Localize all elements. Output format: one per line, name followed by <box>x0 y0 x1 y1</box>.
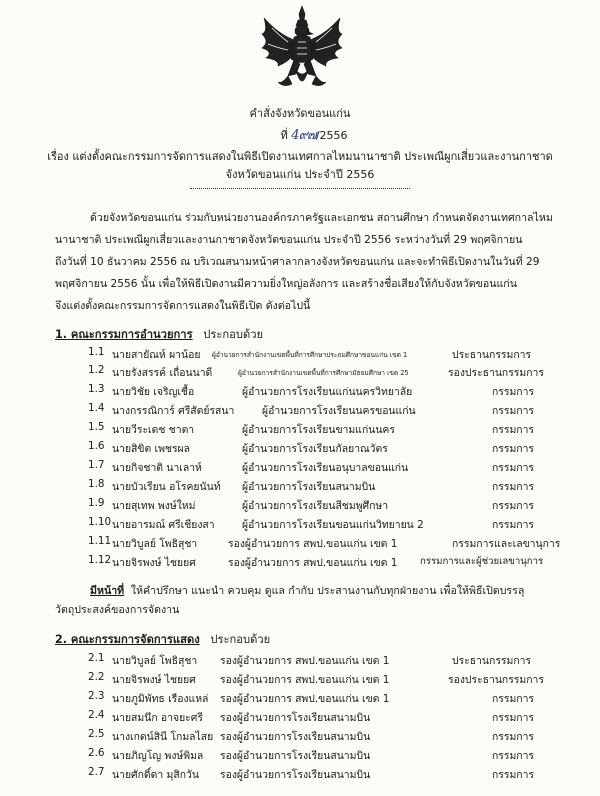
member-num: 2.4 <box>88 709 105 721</box>
member-name: นายสุเทพ พงษ์ใหม่ <box>112 500 196 512</box>
member-position: รองผู้อำนวยการ สพป.ขอนแก่น เขต 1 <box>220 693 390 705</box>
table-row <box>0 671 600 688</box>
member-name: นายภิญโญ พงษ์พิมล <box>112 750 204 762</box>
member-position: รองผู้อำนวยการ สพป.ขอนแก่น เขต 1 <box>220 655 390 667</box>
member-name: นายสิขิต เพชรผล <box>112 443 191 455</box>
order-title: คำสั่งจังหวัดขอนแก่น <box>249 107 351 120</box>
subject-line-2: จังหวัดขอนแก่น ประจำปี 2556 <box>225 168 375 181</box>
member-role: กรรมการ <box>492 405 535 417</box>
member-position: ผู้อำนวยการโรงเรียนนครขอนแก่น <box>262 405 416 417</box>
table-row <box>0 709 600 726</box>
member-name: นายศักดิ์ดา มุสิกวัน <box>112 769 199 781</box>
garuda-emblem-icon <box>258 4 346 98</box>
member-name: นายสมนึก อาจยะศรี <box>112 712 203 724</box>
section2-heading <box>55 630 270 648</box>
member-num: 2.5 <box>88 728 105 740</box>
member-num: 1.11 <box>88 535 112 547</box>
member-num: 2.2 <box>88 671 105 683</box>
intro-line-1: ด้วยจังหวัดขอนแก่น ร่วมกับหน่วยงานองค์กรภาครัฐและเอกชน สถานศึกษา กำหนดจัดงานเทศกาลไหม <box>90 212 553 224</box>
member-role: กรรมการ <box>492 462 535 474</box>
section2-title: 2. คณะกรรมการจัดการแสดง <box>55 633 200 646</box>
member-num: 1.12 <box>88 554 112 566</box>
member-position: ผู้อำนวยการโรงเรียนสีชมพูศึกษา <box>242 500 389 512</box>
member-num: 1.9 <box>88 497 105 509</box>
table-row <box>0 497 600 514</box>
table-row <box>0 364 600 381</box>
member-position: รองผู้อำนวยการ สพป.ขอนแก่น เขต 1 <box>228 557 398 569</box>
member-position: ผู้อำนวยการโรงเรียนสนามบิน <box>242 481 376 493</box>
member-num: 1.2 <box>88 364 105 376</box>
member-num: 1.7 <box>88 459 105 471</box>
table-row <box>0 402 600 419</box>
member-role: กรรมการ <box>492 443 535 455</box>
order-number-prefix: ที่ <box>280 129 288 142</box>
member-name: นายรังสรรค์ เถื่อนนาดี <box>112 367 213 379</box>
table-row <box>0 421 600 438</box>
member-name: นางเกดน์สินี โกมลไสย <box>112 731 214 743</box>
member-role: ประธานกรรมการ <box>452 349 532 361</box>
member-name: นายจิรพงษ์ ไชยยศ <box>112 557 196 569</box>
intro-line-2: นานาชาติ ประเพณีผูกเสี่ยวและงานกาชาดจังหวัดขอนแก่น ประจำปี 2556 ระหว่างวันที่ 29 พฤศจิกายน <box>55 234 523 246</box>
member-position: รองผู้อำนวยการโรงเรียนสนามบิน <box>220 712 371 724</box>
member-num: 1.1 <box>88 346 105 358</box>
order-number-handwritten: 4๙๗ <box>291 128 316 143</box>
section2-suffix: ประกอบด้วย <box>210 633 271 646</box>
order-number-year: /2556 <box>315 129 348 142</box>
table-row <box>0 440 600 457</box>
member-num: 1.4 <box>88 402 105 414</box>
member-position: รองผู้อำนวยการโรงเรียนสนามบิน <box>220 750 371 762</box>
table-row <box>0 516 600 533</box>
member-name: นายจิรพงษ์ ไชยยศ <box>112 674 196 686</box>
section1-heading <box>55 325 263 343</box>
member-num: 1.6 <box>88 440 105 452</box>
member-role: กรรมการ <box>492 693 535 705</box>
member-num: 2.3 <box>88 690 105 702</box>
member-name: นายบัวเรียน อโรคยนันท์ <box>112 481 221 493</box>
member-role: กรรมการ <box>492 750 535 762</box>
member-role: กรรมการ <box>492 500 535 512</box>
member-name: นางกรรณิการ์ ศรีสัตย์รสนา <box>112 405 235 417</box>
table-row <box>0 535 600 552</box>
member-role: กรรมการ <box>492 712 535 724</box>
member-position: รองผู้อำนวยการโรงเรียนสนามบิน <box>220 731 371 743</box>
duty-text: ให้คำปรึกษา แนะนำ ควบคุม ดูแล กำกับ ประสานงานกับทุกฝ่ายงาน เพื่อให้พิธีเปิดบรรลุ <box>130 585 525 597</box>
member-num: 1.8 <box>88 478 105 490</box>
table-row <box>0 747 600 764</box>
member-name: นายอารมณ์ ศรีเชียงสา <box>112 519 215 531</box>
member-position: ผู้อำนวยการโรงเรียนกัลยาณวัตร <box>242 443 388 455</box>
table-row <box>0 766 600 783</box>
member-role: กรรมการ <box>492 481 535 493</box>
section1-title: 1. คณะกรรมการอำนวยการ <box>55 328 193 341</box>
member-name: นายกิจชาติ นาเลาห์ <box>112 462 202 474</box>
member-position: รองผู้อำนวยการโรงเรียนสนามบิน <box>220 769 371 781</box>
member-role: กรรมการและเลขานุการ <box>452 538 561 550</box>
member-position: ผู้อำนวยการโรงเรียนขามแก่นนคร <box>242 424 395 436</box>
member-position: รองผู้อำนวยการ สพป.ขอนแก่น เขต 1 <box>228 538 398 550</box>
member-num: 2.1 <box>88 652 105 664</box>
intro-line-4: พฤศจิกายน 2556 นั้น เพื่อให้พิธีเปิดงานมีความยิ่งใหญ่อลังการ และสร้างชื่อเสียงให้กับจังหวัดขอนแก่น <box>55 278 517 290</box>
member-name: นายวิชัย เจริญเชื้อ <box>112 386 195 398</box>
table-row <box>0 652 600 669</box>
table-row <box>0 728 600 745</box>
member-role: กรรมการ <box>492 519 535 531</box>
table-row <box>0 383 600 400</box>
duty-label: มีหน้าที่ <box>90 585 125 597</box>
subject-line-1: เรื่อง แต่งตั้งคณะกรรมการจัดการแสดงในพิธีเปิดงานเทศกาลไหมนานาชาติ ประเพณีผูกเสี่ยวและงานกาชาด <box>47 150 553 163</box>
member-name: นายวิบูลย์ โพธิสุชา <box>112 538 198 550</box>
section1-suffix: ประกอบด้วย <box>203 328 264 341</box>
member-num: 1.10 <box>88 516 112 528</box>
member-role: กรรมการ <box>492 424 535 436</box>
table-row <box>0 478 600 495</box>
duty-line-2: วัตถุประสงค์ของการจัดงาน <box>55 604 180 616</box>
member-num: 2.7 <box>88 766 105 778</box>
member-name: นายสายัณห์ ผาน้อย <box>112 349 201 361</box>
member-name: นายวีระเดช ชาตา <box>112 424 195 436</box>
dotted-divider <box>190 180 410 189</box>
member-role: รองประธานกรรมการ <box>448 674 544 686</box>
table-row <box>0 690 600 707</box>
duty-line-1 <box>90 582 524 599</box>
member-role: กรรมการ <box>492 386 535 398</box>
intro-line-5: จึงแต่งตั้งคณะกรรมการจัดการแสดงในพิธีเปิด ดังต่อไปนี้ <box>55 300 311 312</box>
member-role: ประธานกรรมการ <box>452 655 532 667</box>
member-role: กรรมการ <box>492 731 535 743</box>
intro-line-3: ถึงวันที่ 10 ธันวาคม 2556 ณ บริเวณสนามหน้าศาลากลางจังหวัดขอนแก่น และจะทำพิธีเปิดงานในวันที่ 29 <box>55 256 540 268</box>
member-num: 1.5 <box>88 421 105 433</box>
member-position: ผู้อำนวยการโรงเรียนขอนแก่นวิทยายน 2 <box>242 519 424 531</box>
member-position: รองผู้อำนวยการ สพป.ขอนแก่น เขต 1 <box>220 674 390 686</box>
member-position: ผู้อำนวยการสำนักงานเขตพื้นที่การศึกษาประถมศึกษาขอนแก่น เขต 1 <box>212 351 408 359</box>
member-role: กรรมการ <box>492 769 535 781</box>
member-position: ผู้อำนวยการสำนักงานเขตพื้นที่การศึกษามัธยมศึกษา เขต 25 <box>238 369 409 377</box>
member-num: 1.3 <box>88 383 105 395</box>
order-number <box>0 124 600 145</box>
table-row <box>0 554 600 571</box>
member-num: 2.6 <box>88 747 105 759</box>
member-position: ผู้อำนวยการโรงเรียนอนุบาลขอนแก่น <box>242 462 409 474</box>
table-row <box>0 459 600 476</box>
table-row <box>0 346 600 363</box>
member-name: นายวิบูลย์ โพธิสุชา <box>112 655 198 667</box>
member-role: รองประธานกรรมการ <box>448 367 544 379</box>
member-role: กรรมการและผู้ช่วยเลขานุการ <box>420 556 544 567</box>
member-name: นายภูมิพัทธ เรืองแหล่ <box>112 693 209 705</box>
member-position: ผู้อำนวยการโรงเรียนแก่นนครวิทยาลัย <box>242 386 413 398</box>
